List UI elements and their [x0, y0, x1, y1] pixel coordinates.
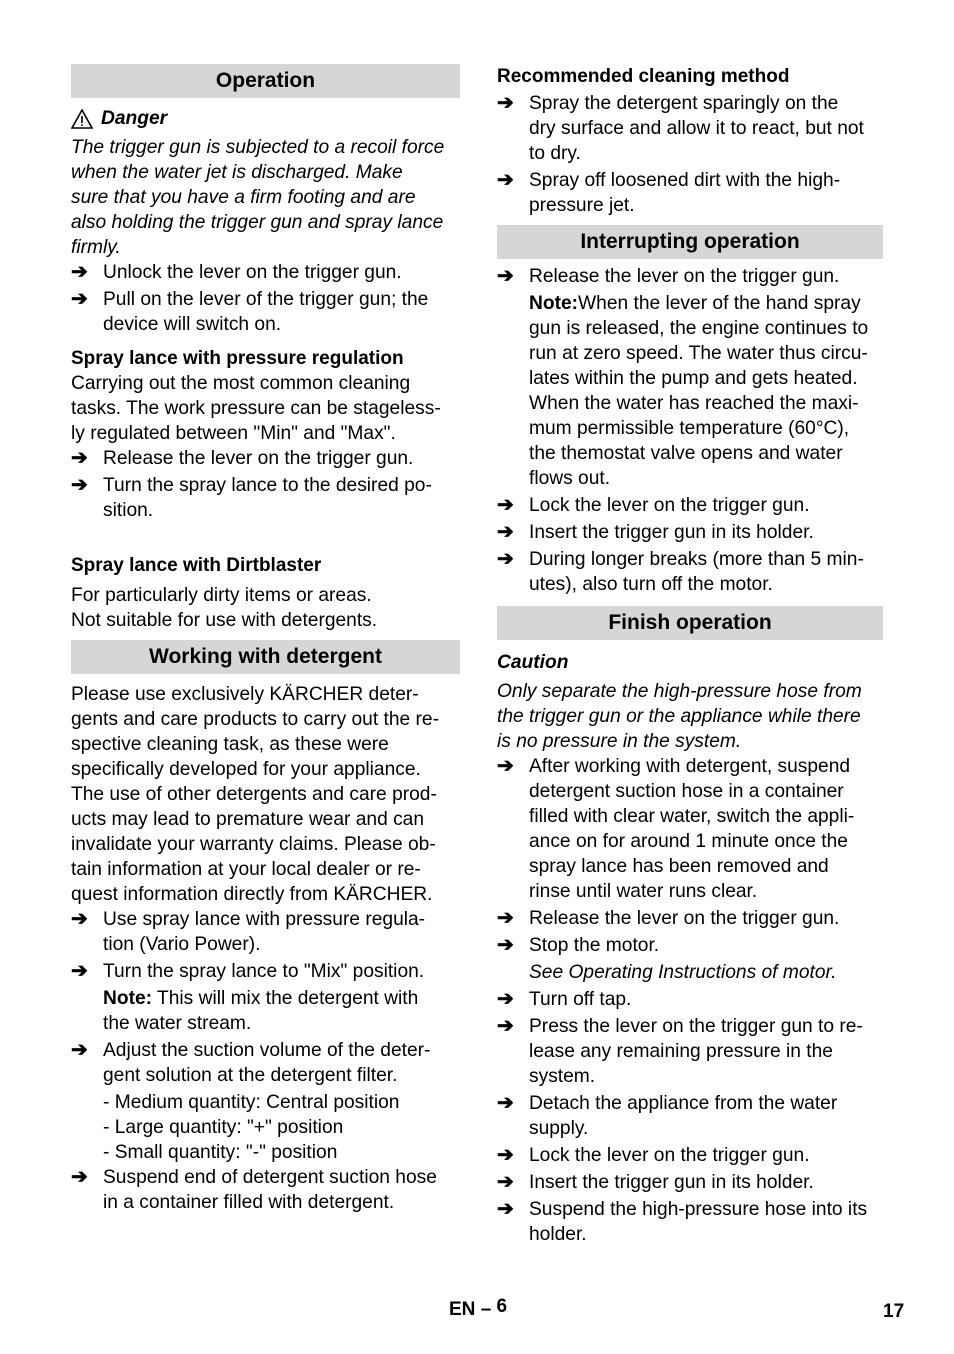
list-item: ➔ Use spray lance with pressure regula- tion (Vario Power).	[71, 908, 426, 955]
arrow-icon: ➔	[497, 92, 514, 114]
right-column	[497, 64, 883, 1247]
quantity-list: - Medium quantity: Central position - Large quantity: "+" position - Small quantity: "-" position	[103, 1092, 400, 1163]
list-item: ➔ Spray the detergent sparingly on the dry surface and allow it to react, but not to dry.	[497, 92, 864, 164]
arrow-icon: ➔	[497, 1092, 514, 1114]
arrow-icon: ➔	[497, 1171, 514, 1193]
arrow-icon: ➔	[71, 447, 88, 469]
list-item: ➔ Spray off loosened dirt with the high- pressure jet.	[497, 169, 841, 216]
list-item: ➔ Turn the spray lance to "Mix" position.	[71, 960, 425, 982]
arrow-icon: ➔	[71, 474, 88, 496]
arrow-icon: ➔	[497, 169, 514, 191]
arrow-icon: ➔	[497, 907, 514, 929]
detergent-note: Note: This will mix the detergent with the water stream.	[103, 988, 419, 1034]
list-item: ➔ Press the lever on the trigger gun to re- lease any remaining pressure in the system.	[497, 1015, 863, 1087]
list-item: ➔ Suspend end of detergent suction hose in a container filled with detergent.	[71, 1166, 437, 1213]
section-header-interrupting: Interrupting operation	[497, 225, 883, 259]
subheading-dirtblaster: Spray lance with Dirtblaster	[71, 555, 322, 576]
arrow-icon: ➔	[497, 1144, 514, 1166]
arrow-icon: ➔	[497, 265, 514, 287]
list-item: ➔ Turn the spray lance to the desired po- sition.	[71, 474, 432, 521]
dirtblaster-text: For particularly dirty items or areas. Not suitable for use with detergents.	[71, 585, 378, 631]
arrow-icon: ➔	[497, 988, 514, 1010]
list-item: ➔ Insert the trigger gun in its holder.	[497, 1171, 814, 1193]
arrow-icon: ➔	[71, 960, 88, 982]
section-header-detergent: Working with detergent	[71, 640, 460, 674]
list-item: ➔ Release the lever on the trigger gun.	[71, 447, 414, 469]
danger-label: Danger	[101, 108, 168, 129]
warning-triangle-icon	[71, 109, 93, 129]
subheading-recommended: Recommended cleaning method	[497, 66, 790, 87]
arrow-icon: ➔	[497, 494, 514, 516]
caution-text: Only separate the high-pressure hose from the trigger gun or the appliance while there is no pressure in the system.	[497, 681, 862, 752]
list-item: ➔ Pull on the lever of the trigger gun; the device will switch on.	[71, 288, 429, 335]
list-item: ➔ Lock the lever on the trigger gun.	[497, 494, 810, 516]
arrow-icon: ➔	[71, 261, 88, 283]
list-item: ➔ Stop the motor.	[497, 934, 660, 956]
spray-pressure-text: Carrying out the most common cleaning tasks. The work pressure can be stageless- ly regulated between "Min" and "Max".	[71, 373, 441, 444]
left-column	[71, 64, 460, 1215]
arrow-icon: ➔	[497, 521, 514, 543]
caution-label: Caution	[497, 652, 569, 673]
arrow-icon: ➔	[497, 548, 514, 570]
arrow-icon: ➔	[71, 908, 88, 930]
section-header-operation: Operation	[71, 64, 460, 98]
list-item: ➔ Insert the trigger gun in its holder.	[497, 521, 814, 543]
list-item: ➔ Release the lever on the trigger gun.	[497, 265, 840, 287]
arrow-icon: ➔	[71, 1166, 88, 1188]
subheading-spray-pressure: Spray lance with pressure regulation	[71, 348, 404, 369]
footer-language-page: EN – 6	[449, 1296, 508, 1320]
list-item: ➔ Lock the lever on the trigger gun.	[497, 1144, 810, 1166]
list-item: ➔ Suspend the high-pressure hose into its holder.	[497, 1198, 868, 1245]
list-item: ➔ Detach the appliance from the water supply.	[497, 1092, 838, 1139]
arrow-icon: ➔	[497, 1198, 514, 1220]
list-item: ➔ Turn off tap.	[497, 988, 632, 1010]
arrow-icon: ➔	[71, 1039, 88, 1061]
arrow-icon: ➔	[497, 934, 514, 956]
list-item: ➔ During longer breaks (more than 5 min- utes), also turn off the motor.	[497, 548, 864, 595]
list-item: ➔ After working with detergent, suspend detergent suction hose in a container filled with clear water, switch the appli- ance on for around 1 minute once the spray lance has been removed and rinse until water runs clear.	[497, 755, 855, 902]
section-header-finish: Finish operation	[497, 606, 883, 640]
interrupt-note: Note:When the lever of the hand spray gun is released, the engine continues to run at zero speed. The water thus circu- lates within the pump and gets heated. When the water has reached the maxi- mum permissible temperature (60°C), the themostat valve opens and water flows out.	[529, 293, 869, 489]
list-item: ➔ Unlock the lever on the trigger gun.	[71, 261, 402, 283]
arrow-icon: ➔	[497, 755, 514, 777]
danger-label-row	[71, 106, 460, 131]
danger-text: The trigger gun is subjected to a recoil force when the water jet is discharged. Make sure that you have a firm footing and are also holding the trigger gun and spray lance firmly.	[71, 137, 445, 258]
page-number: 17	[883, 1301, 905, 1322]
list-item: ➔ Release the lever on the trigger gun.	[497, 907, 840, 929]
motor-reference: See Operating Instructions of motor.	[529, 962, 837, 983]
detergent-text: Please use exclusively KÄRCHER deter- gents and care products to carry out the re- spective cleaning task, as these were specifically developed for your appliance. The use of other detergents and care prod- ucts may lead to premature wear and can invalidate your warranty claims. Please ob- tain information at your local dealer or re- quest information directly from KÄRCHER.	[71, 684, 439, 905]
arrow-icon: ➔	[497, 1015, 514, 1037]
list-item: ➔ Adjust the suction volume of the deter- gent solution at the detergent filter.	[71, 1039, 431, 1086]
arrow-icon: ➔	[71, 288, 88, 310]
